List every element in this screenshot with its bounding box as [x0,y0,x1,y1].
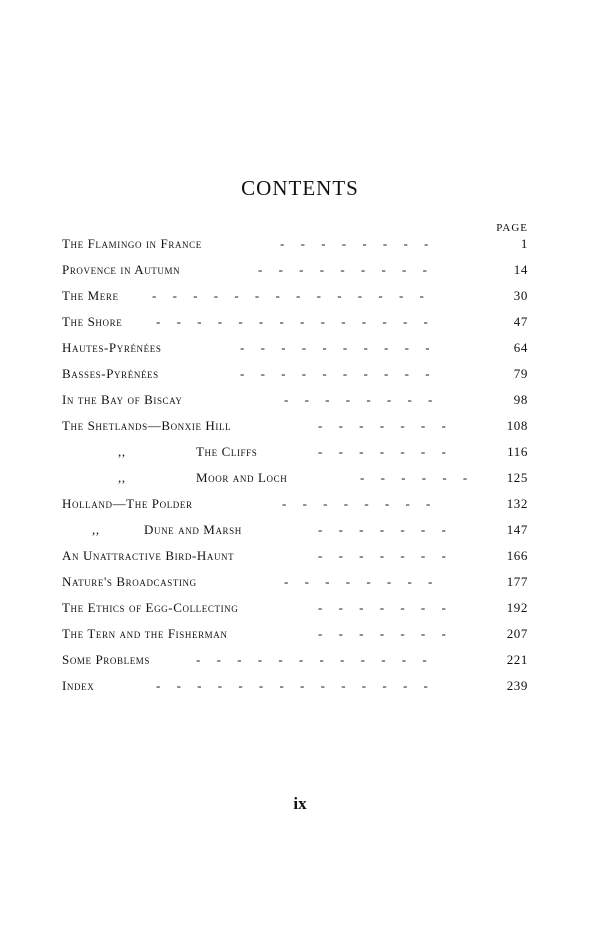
toc-entry [0,548,600,570]
ditto-mark: ,, [118,444,126,459]
toc-entry-title: The Flamingo in France [62,236,202,251]
toc-entry [0,392,600,414]
dot-leader: - - - - - - - - - - [240,340,430,355]
toc-entry-title: The Shore [62,314,123,329]
dot-leader: - - - - - - - - [282,496,431,511]
toc-entry-title: The Cliffs [196,444,258,459]
toc-entry-title: Some Problems [62,652,151,667]
page-number: ix [293,794,307,813]
toc-entry-page: 125 [506,470,528,485]
toc-entry [0,678,600,700]
dot-leader: - - - - - - - - [284,392,433,407]
toc-entry-title: Index [62,678,95,693]
toc-entry-title: Hautes-Pyrénées [62,340,162,355]
toc-entry-page: 1 [520,236,528,251]
toc-entry-page: 132 [506,496,528,511]
toc-entry-page: 79 [513,366,528,381]
dot-leader: - - - - - - - [318,418,446,433]
toc-entry-title: The Shetlands—Bonxie Hill [62,418,232,433]
toc-entry-title: Dune and Marsh [144,522,242,537]
toc-entry-title: Moor and Loch [196,470,288,485]
toc-entry-title: In the Bay of Biscay [62,392,183,407]
dot-leader: - - - - - - - - - - - - - - [152,288,424,303]
toc-entry [0,522,600,544]
toc-entry-page: 239 [506,678,528,693]
toc-entry-title: Basses-Pyrénées [62,366,159,381]
dot-leader: - - - - - - - - [284,574,433,589]
dot-leader: - - - - - - - [318,626,446,641]
toc-entry-page: 47 [513,314,528,329]
toc-entry [0,236,600,258]
toc-entry-title: Holland—The Polder [62,496,193,511]
toc-entry-page: 221 [506,652,528,667]
toc-entry-page: 192 [506,600,528,615]
ditto-mark: ,, [118,470,126,485]
dot-leader: - - - - - - - - [280,236,429,251]
toc-entry [0,652,600,674]
toc-entry [0,288,600,310]
page-column-heading: PAGE [496,222,528,234]
toc-entry-page: 116 [507,444,528,459]
dot-leader: - - - - - - - - - - - - - - [156,314,428,329]
dot-leader: - - - - - - - - - - [240,366,430,381]
toc-entry-title: Nature's Broadcasting [62,574,197,589]
toc-entry [0,340,600,362]
dot-leader: - - - - - - - [318,444,446,459]
toc-entry-title: The Ethics of Egg-Collecting [62,600,239,615]
toc-entry [0,418,600,440]
toc-entry-page: 30 [513,288,528,303]
dot-leader: - - - - - - - [318,548,446,563]
toc-entry [0,470,600,492]
dot-leader: - - - - - - - [318,522,446,537]
toc-entry [0,574,600,596]
dot-leader: - - - - - - - - - - - - - - [156,678,428,693]
toc-entry [0,444,600,466]
dot-leader: - - - - - - - - - - - - [196,652,427,667]
page-title: CONTENTS [241,176,359,200]
toc-entry [0,314,600,336]
toc-entry-page: 177 [506,574,528,589]
toc-entry [0,262,600,284]
toc-entry [0,600,600,622]
toc-entry-title: Provence in Autumn [62,262,181,277]
toc-entry-page: 108 [506,418,528,433]
toc-entry-page: 98 [513,392,528,407]
toc-entry-page: 147 [506,522,528,537]
toc-entry-page: 207 [506,626,528,641]
toc-entry-page: 64 [513,340,528,355]
toc-entry-page: 14 [513,262,528,277]
toc-entry [0,496,600,518]
dot-leader: - - - - - - - - - [258,262,427,277]
toc-entry-title: An Unattractive Bird-Haunt [62,548,235,563]
dot-leader: - - - - - - [360,470,468,485]
toc-entry-title: The Tern and the Fisherman [62,626,228,641]
toc-entry [0,366,600,388]
toc-entry-title: The Mere [62,288,119,303]
toc-entry-page: 166 [506,548,528,563]
dot-leader: - - - - - - - [318,600,446,615]
ditto-mark: ,, [92,522,100,537]
toc-entry [0,626,600,648]
